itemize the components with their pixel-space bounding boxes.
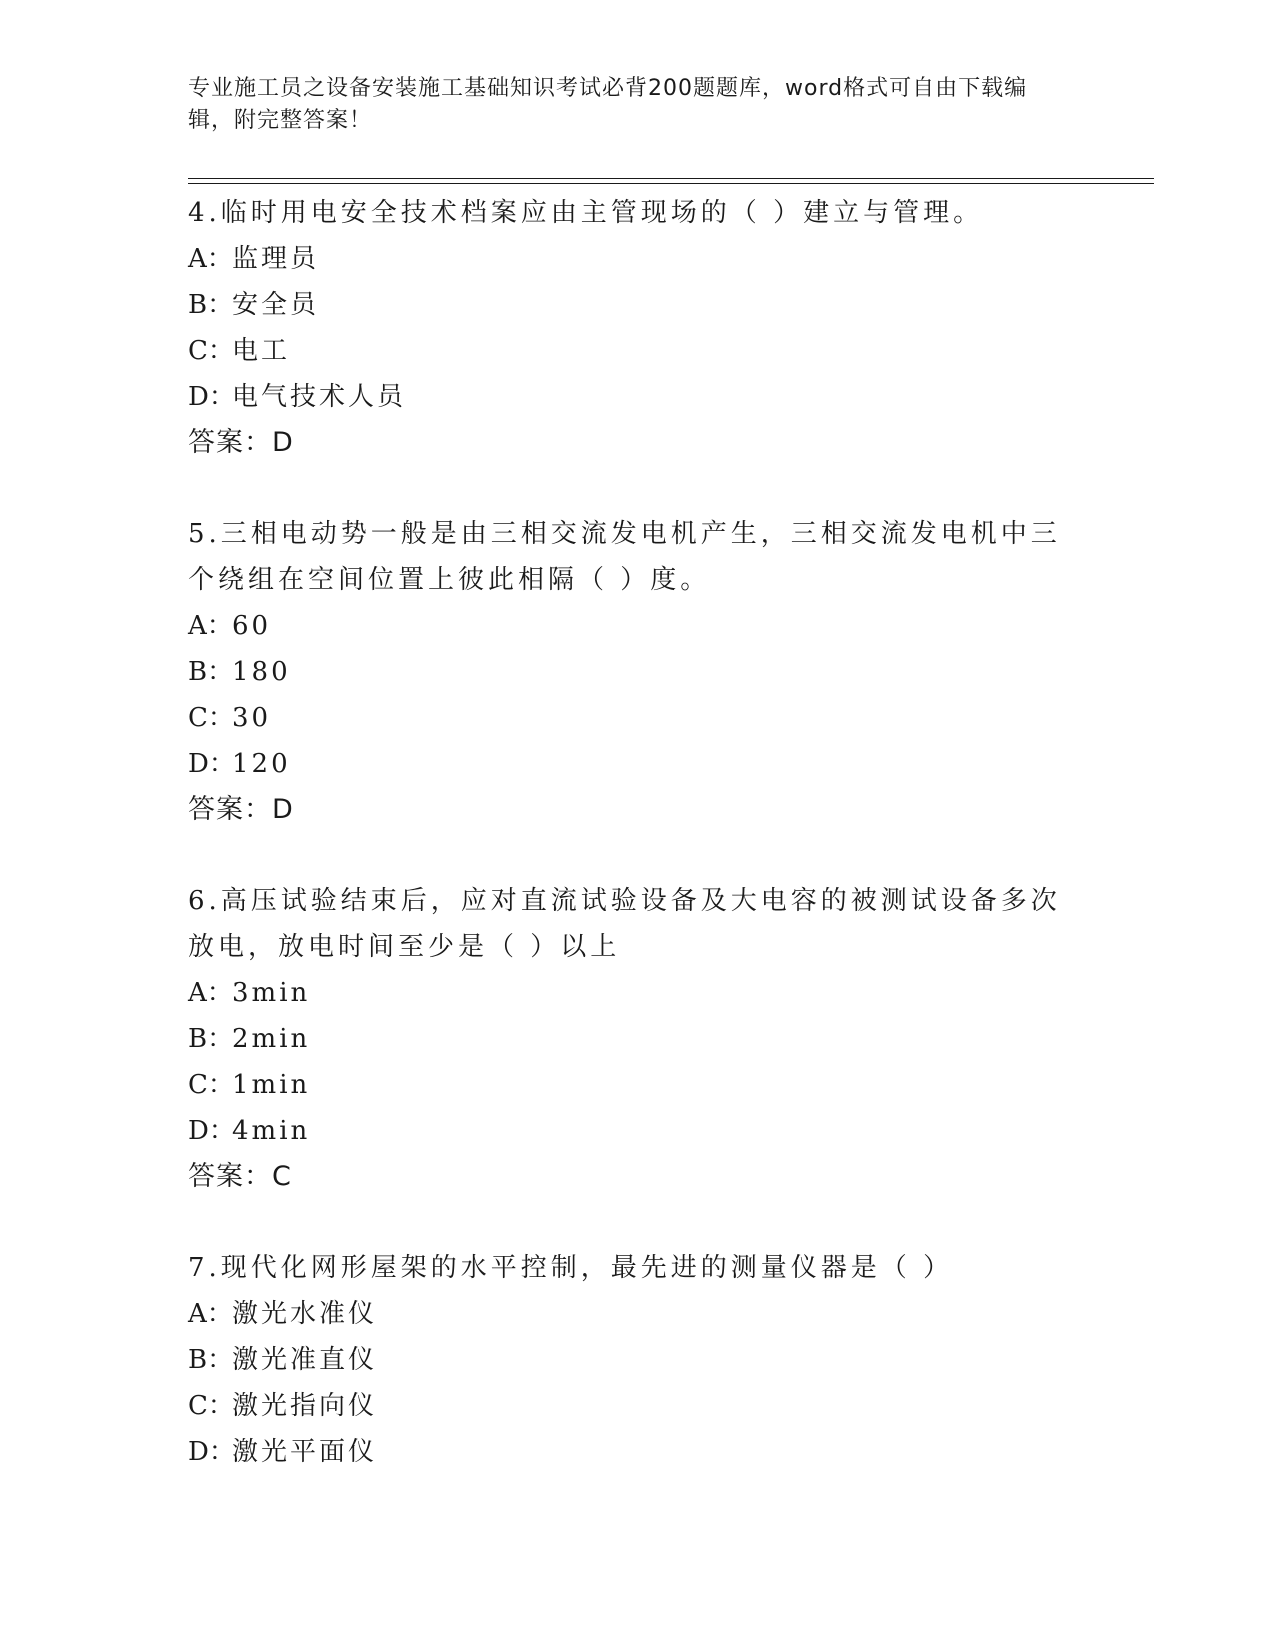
header-divider-bottom xyxy=(188,183,1154,184)
option-a: A：3min xyxy=(188,978,311,1008)
question-text: 4.临时用电安全技术档案应由主管现场的（ ）建立与管理。 xyxy=(188,198,984,228)
option-c: C：激光指向仪 xyxy=(188,1391,378,1421)
option-c: C：30 xyxy=(188,703,272,733)
option-b: B：2min xyxy=(188,1024,311,1054)
document-header: 专业施工员之设备安装施工基础知识考试必背200题题库，word格式可自由下载编辑，附完整答案！ xyxy=(188,76,1028,133)
question-text: 5.三相电动势一般是由三相交流发电机产生，三相交流发电机中三个绕组在空间位置上彼此相隔（ ）度。 xyxy=(188,519,1061,595)
question-block xyxy=(188,190,1068,466)
option-a: A：60 xyxy=(188,611,272,641)
header-divider-top xyxy=(188,178,1154,179)
answer-line: 答案：D xyxy=(188,427,294,458)
question-block xyxy=(188,511,1068,833)
question-text: 6.高压试验结束后，应对直流试验设备及大电容的被测试设备多次放电，放电时间至少是（ ）以上 xyxy=(188,886,1061,962)
answer-line: 答案：D xyxy=(188,794,294,825)
option-d: D：4min xyxy=(188,1116,311,1146)
option-d: D：电气技术人员 xyxy=(188,382,407,412)
option-b: B：安全员 xyxy=(188,290,320,320)
answer-line: 答案：C xyxy=(188,1161,292,1192)
option-b: B：180 xyxy=(188,657,291,687)
question-text: 7.现代化网形屋架的水平控制，最先进的测量仪器是（ ） xyxy=(188,1253,954,1283)
question-block xyxy=(188,878,1068,1200)
question-block xyxy=(188,1245,1068,1475)
option-d: D：120 xyxy=(188,749,291,779)
option-b: B：激光准直仪 xyxy=(188,1345,378,1375)
question-list xyxy=(188,190,1068,1520)
option-a: A：监理员 xyxy=(188,244,320,274)
option-d: D：激光平面仪 xyxy=(188,1437,378,1467)
option-c: C：电工 xyxy=(188,336,291,366)
option-c: C：1min xyxy=(188,1070,311,1100)
option-a: A：激光水准仪 xyxy=(188,1299,378,1329)
